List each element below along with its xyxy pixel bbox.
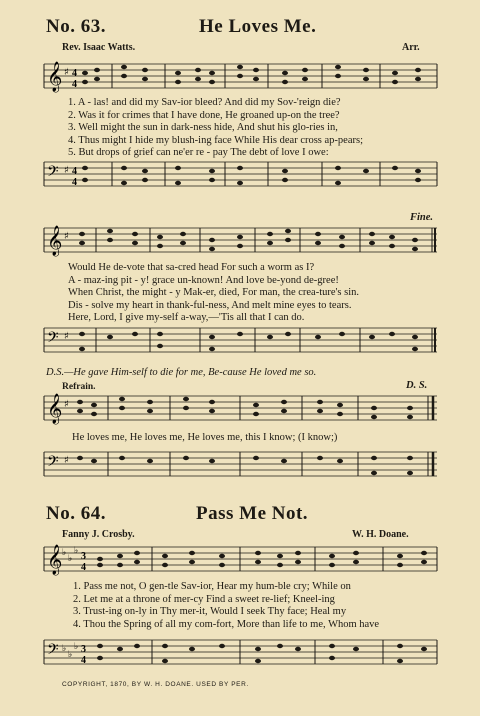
svg-text:♭: ♭ [74,546,79,556]
verse-line: 1. A - las! and did my Sav-ior bleed? And did my Sov-'reign die? [68,97,341,108]
verse-line: When Christ, the might - y Mak-er, died, For man, the crea-ture's sin. [68,287,360,298]
music-staff [0,541,480,581]
ds-text-line: D.S.—He gave Him-self to die for me, Be-cause He loved me so. [46,367,317,378]
music-staff [0,222,480,262]
svg-text:4: 4 [72,177,77,188]
author-credit: Fanny J. Crosby. [62,529,135,540]
svg-text:♯: ♯ [64,331,69,342]
music-staff [0,322,480,362]
svg-text:4: 4 [72,79,77,90]
verse-line: 4. Thou the Spring of all my com-fort, More than life to me, Whom have [73,618,380,630]
svg-text:𝄢: 𝄢 [47,163,59,184]
svg-text:𝄢: 𝄢 [47,453,59,474]
svg-text:♯: ♯ [64,165,69,176]
composer-credit: W. H. Doane. [352,529,409,540]
refrain-text: He loves me, He loves me, He loves me, this I know; (I know;) [72,432,338,443]
copyright-notice: COPYRIGHT, 1870, BY W. H. DOANE. USED BY PER. [62,681,249,688]
arranger-credit: Arr. [402,42,420,53]
svg-text:♯: ♯ [64,231,69,242]
verse-line: 1. Pass me not, O gen-tle Sav-ior, Hear my hum-ble cry; While on [73,581,351,592]
svg-text:𝄞: 𝄞 [47,226,63,256]
svg-text:𝄞: 𝄞 [47,545,63,575]
music-staff [0,390,480,430]
verse-line: A - maz-ing pit - y! grace un-known! And love be-yond de-gree! [68,274,339,286]
svg-text:4: 4 [81,655,86,666]
verse-line: 2. Was it for crimes that I have done, He groaned up-on the tree? [68,109,340,121]
ds-marking: D. S. [406,380,428,391]
svg-text:♯: ♯ [64,67,69,78]
svg-text:4: 4 [72,68,77,79]
svg-text:♯: ♯ [64,399,69,410]
svg-text:𝄞: 𝄞 [47,62,63,92]
svg-text:4: 4 [81,562,86,573]
svg-text:♭: ♭ [62,548,67,558]
hymn-number: No. 63. [46,16,106,37]
music-staff [0,634,480,674]
svg-text:♭: ♭ [68,650,73,660]
svg-text:3: 3 [81,644,86,655]
svg-text:♭: ♭ [62,644,67,654]
verse-line: 3. Well might the sun in dark-ness hide, And shut his glo-ries in, [68,122,338,133]
verse-line: Here, Lord, I give my-self a-way,—'Tis all that I can do. [68,312,305,323]
svg-text:♭: ♭ [74,642,79,652]
svg-text:♭: ♭ [68,554,73,564]
svg-text:𝄞: 𝄞 [47,394,63,424]
svg-text:𝄢: 𝄢 [47,329,59,350]
verse-line: Dis - solve my heart in thank-ful-ness, And melt mine eyes to tears. [68,299,352,311]
music-staff [0,156,480,196]
verse-line: 5. But drops of grief can ne'er re - pay The debt of love I owe: [68,147,329,158]
verse-line: 2. Let me at a throne of mer-cy Find a sweet re-lief; Kneel-ing [73,593,335,605]
verse-line: Would He de-vote that sa-cred head For such a worm as I? [68,262,315,273]
svg-text:3: 3 [81,551,86,562]
author-credit: Rev. Isaac Watts. [62,42,136,53]
svg-text:4: 4 [72,166,77,177]
hymn-title: Pass Me Not. [196,503,309,524]
verse-line: 4. Thus might I hide my blush-ing face While His dear cross ap-pears; [68,134,363,146]
refrain-label: Refrain. [62,382,96,392]
verse-line: 3. Trust-ing on-ly in Thy mer-it, Would I seek Thy face; Heal my [73,606,347,617]
fine-marking: Fine. [410,212,434,223]
svg-text:𝄢: 𝄢 [47,641,59,662]
hymn-number: No. 64. [46,503,106,524]
music-staff [0,58,480,98]
hymn-title: He Loves Me. [199,16,317,37]
svg-text:♯: ♯ [64,455,69,466]
music-staff [0,446,480,486]
